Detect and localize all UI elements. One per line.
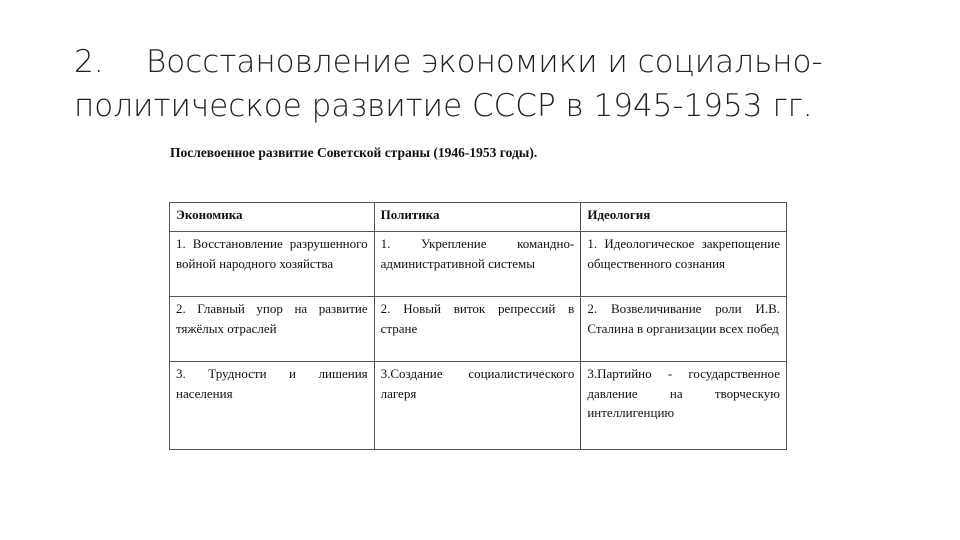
slide-title: [74, 40, 934, 128]
table-cell: 1. Восстановление разрушенного войной народного хозяйства: [170, 232, 375, 297]
slide-title-text: Восстановление экономики и социально-политическое развитие СССР в 1945-1953 гг.: [74, 44, 823, 124]
table-cell: 3.Партийно - государственное давление на творческую интеллигенцию: [581, 362, 787, 450]
slide-number: 2.: [74, 44, 104, 80]
table-cell: 2. Новый виток репрессий в стране: [374, 297, 581, 362]
document-heading: Послевоенное развитие Советской страны (1946-1953 годы).: [170, 145, 538, 160]
comparison-table: [169, 202, 787, 450]
table-cell: 1. Укрепление командно-административной системы: [374, 232, 581, 297]
table-cell: 2. Возвеличивание роли И.В. Сталина в организации всех побед: [581, 297, 787, 362]
header-politics: Политика: [374, 203, 581, 232]
header-economy: Экономика: [170, 203, 375, 232]
header-ideology: Идеология: [581, 203, 787, 232]
table-cell: 1. Идеологическое закрепощение общественного сознания: [581, 232, 787, 297]
table-row: [170, 297, 787, 362]
table-header-row: [170, 203, 787, 232]
table-cell: 2. Главный упор на развитие тяжёлых отраслей: [170, 297, 375, 362]
table-row: [170, 232, 787, 297]
table-cell: 3.Создание социалистического лагеря: [374, 362, 581, 450]
table-cell: 3. Трудности и лишения населения: [170, 362, 375, 450]
table-row: [170, 362, 787, 450]
